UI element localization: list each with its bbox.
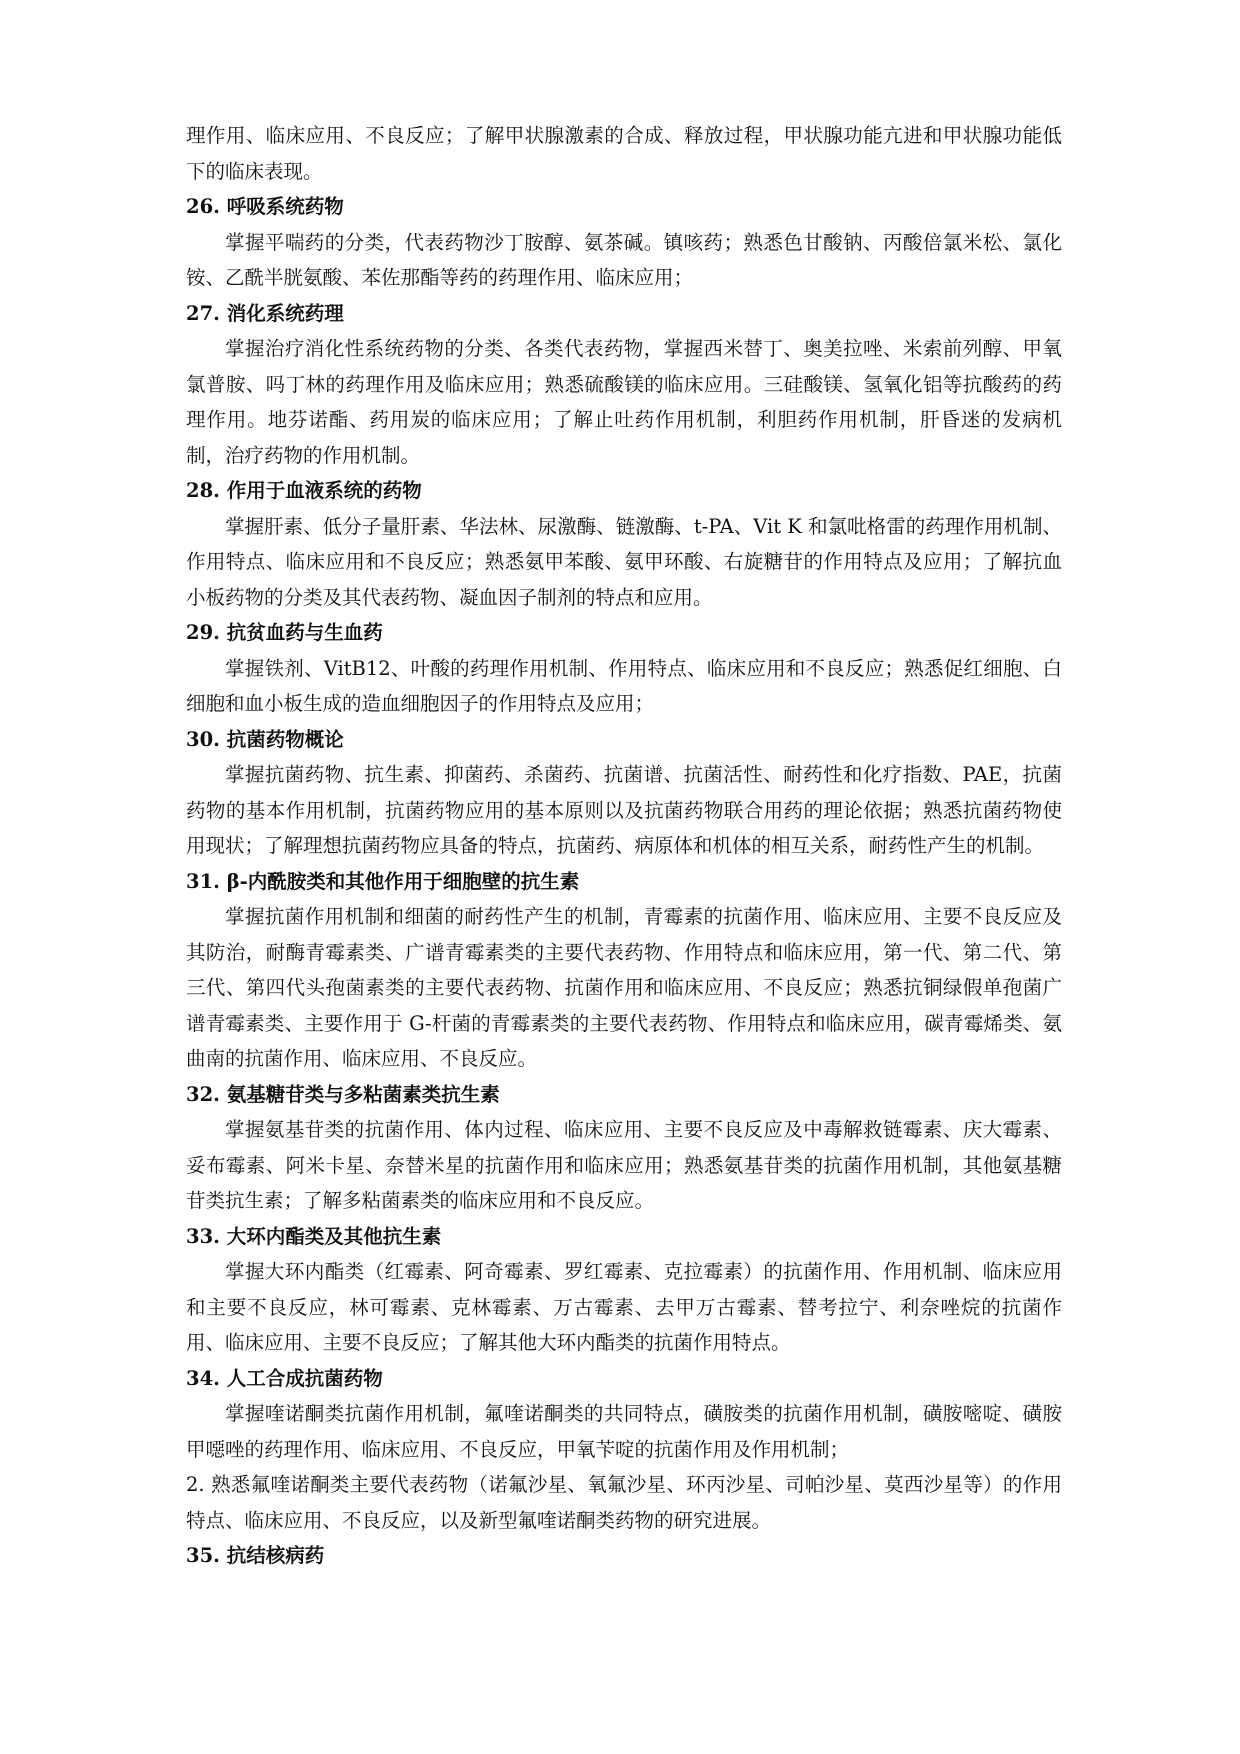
- section-paragraph: 掌握抗菌药物、抗生素、抑菌药、杀菌药、抗菌谱、抗菌活性、耐药性和化疗指数、PAE，抗菌药物的基本作用机制，抗菌药物应用的基本原则以及抗菌药物联合用药的理论依据；熟悉抗菌药物使用现状；了解理想抗菌药物应具备的特点，抗菌药、病原体和机体的相互关系，耐药性产生的机制。: [186, 763, 1062, 857]
- section-heading: 27. 消化系统药理: [186, 301, 344, 325]
- section-26: [186, 189, 1062, 296]
- section-29: [186, 615, 1062, 722]
- section-heading: 29. 抗贫血药与生血药: [186, 621, 383, 644]
- section-32: [186, 1077, 1062, 1219]
- section-paragraph: 掌握大环内酯类（红霉素、阿奇霉素、罗红霉素、克拉霉素）的抗菌作用、作用机制、临床应用和主要不良反应，林可霉素、克林霉素、万古霉素、去甲万古霉素、替考拉宁、利奈唑烷的抗菌作用、临床应用、主要不良反应；了解其他大环内酯类的抗菌作用特点。: [186, 1260, 1062, 1354]
- section-28: [186, 473, 1062, 615]
- section-paragraph: 掌握喹诺酮类抗菌作用机制，氟喹诺酮类的共同特点，磺胺类的抗菌作用机制，磺胺嘧啶、磺胺甲噁唑的药理作用、临床应用、不良反应，甲氧苄啶的抗菌作用及作用机制；: [186, 1402, 1062, 1461]
- intro-paragraph: 理作用、临床应用、不良反应；了解甲状腺激素的合成、释放过程，甲状腺功能亢进和甲状腺功能低下的临床表现。: [186, 124, 1062, 183]
- section-31: [186, 864, 1062, 1077]
- section-paragraph: 掌握肝素、低分子量肝素、华法林、尿激酶、链激酶、t-PA、Vit K 和氯吡格雷的药理作用机制、作用特点、临床应用和不良反应；熟悉氨甲苯酸、氨甲环酸、右旋糖苷的作用特点及应用；了解抗血小板药物的分类及其代表药物、凝血因子制剂的特点和应用。: [186, 514, 1062, 609]
- section-34: [186, 1361, 1062, 1539]
- section-27: [186, 296, 1062, 474]
- section-paragraph: 掌握抗菌作用机制和细菌的耐药性产生的机制，青霉素的抗菌作用、临床应用、主要不良反应及其防治，耐酶青霉素类、广谱青霉素类的主要代表药物、作用特点和临床应用，第一代、第二代、第三代、第四代头孢菌素类的主要代表药物、抗菌作用和临床应用、不良反应；熟悉抗铜绿假单孢菌广谱青霉素类、主要作用于 G-杆菌的青霉素类的主要代表药物、作用特点和临床应用，碳青霉烯类、氨曲南的抗菌作用、临床应用、不良反应。: [186, 905, 1062, 1070]
- section-heading: 32. 氨基糖苷类与多粘菌素类抗生素: [186, 1082, 500, 1106]
- section-paragraph: 掌握治疗消化性系统药物的分类、各类代表药物，掌握西米替丁、奥美拉唑、米索前列醇、甲氧氯普胺、吗丁林的药理作用及临床应用；熟悉硫酸镁的临床应用。三硅酸镁、氢氧化铝等抗酸药的药理作用。地芬诺酯、药用炭的临床应用；了解止吐药作用机制，利胆药作用机制，肝昏迷的发病机制，治疗药物的作用机制。: [186, 337, 1062, 467]
- section-heading: 35. 抗结核病药: [186, 1544, 325, 1567]
- section-paragraph: 掌握氨基苷类的抗菌作用、体内过程、临床应用、主要不良反应及中毒解救链霉素、庆大霉素、妥布霉素、阿米卡星、奈替米星的抗菌作用和临床应用；熟悉氨基苷类的抗菌作用机制，其他氨基糖苷类抗生素；了解多粘菌素类的临床应用和不良反应。: [186, 1118, 1062, 1212]
- section-paragraph: 掌握平喘药的分类，代表药物沙丁胺醇、氨茶碱。镇咳药；熟悉色甘酸钠、丙酸倍氯米松、氯化铵、乙酰半胱氨酸、苯佐那酯等药的药理作用、临床应用；: [186, 230, 1062, 289]
- section-30: [186, 722, 1062, 864]
- section-heading: 30. 抗菌药物概论: [186, 727, 344, 751]
- section-35: [186, 1538, 1062, 1574]
- section-paragraph: 掌握铁剂、VitB12、叶酸的药理作用机制、作用特点、临床应用和不良反应；熟悉促红细胞、白细胞和血小板生成的造血细胞因子的作用特点及应用；: [186, 656, 1062, 715]
- section-heading: 26. 呼吸系统药物: [186, 195, 344, 218]
- section-heading: 31. β-内酰胺类和其他作用于细胞壁的抗生素: [186, 869, 580, 893]
- section-heading: 28. 作用于血液系统的药物: [186, 479, 422, 502]
- section-33: [186, 1219, 1062, 1361]
- section-heading: 34. 人工合成抗菌药物: [186, 1366, 383, 1390]
- section-heading: 33. 大环内酯类及其他抗生素: [186, 1224, 442, 1248]
- section-paragraph: 2. 熟悉氟喹诺酮类主要代表药物（诺氟沙星、氧氟沙星、环丙沙星、司帕沙星、莫西沙星等）的作用特点、临床应用、不良反应，以及新型氟喹诺酮类药物的研究进展。: [186, 1473, 1062, 1532]
- document-page: [186, 118, 1062, 1574]
